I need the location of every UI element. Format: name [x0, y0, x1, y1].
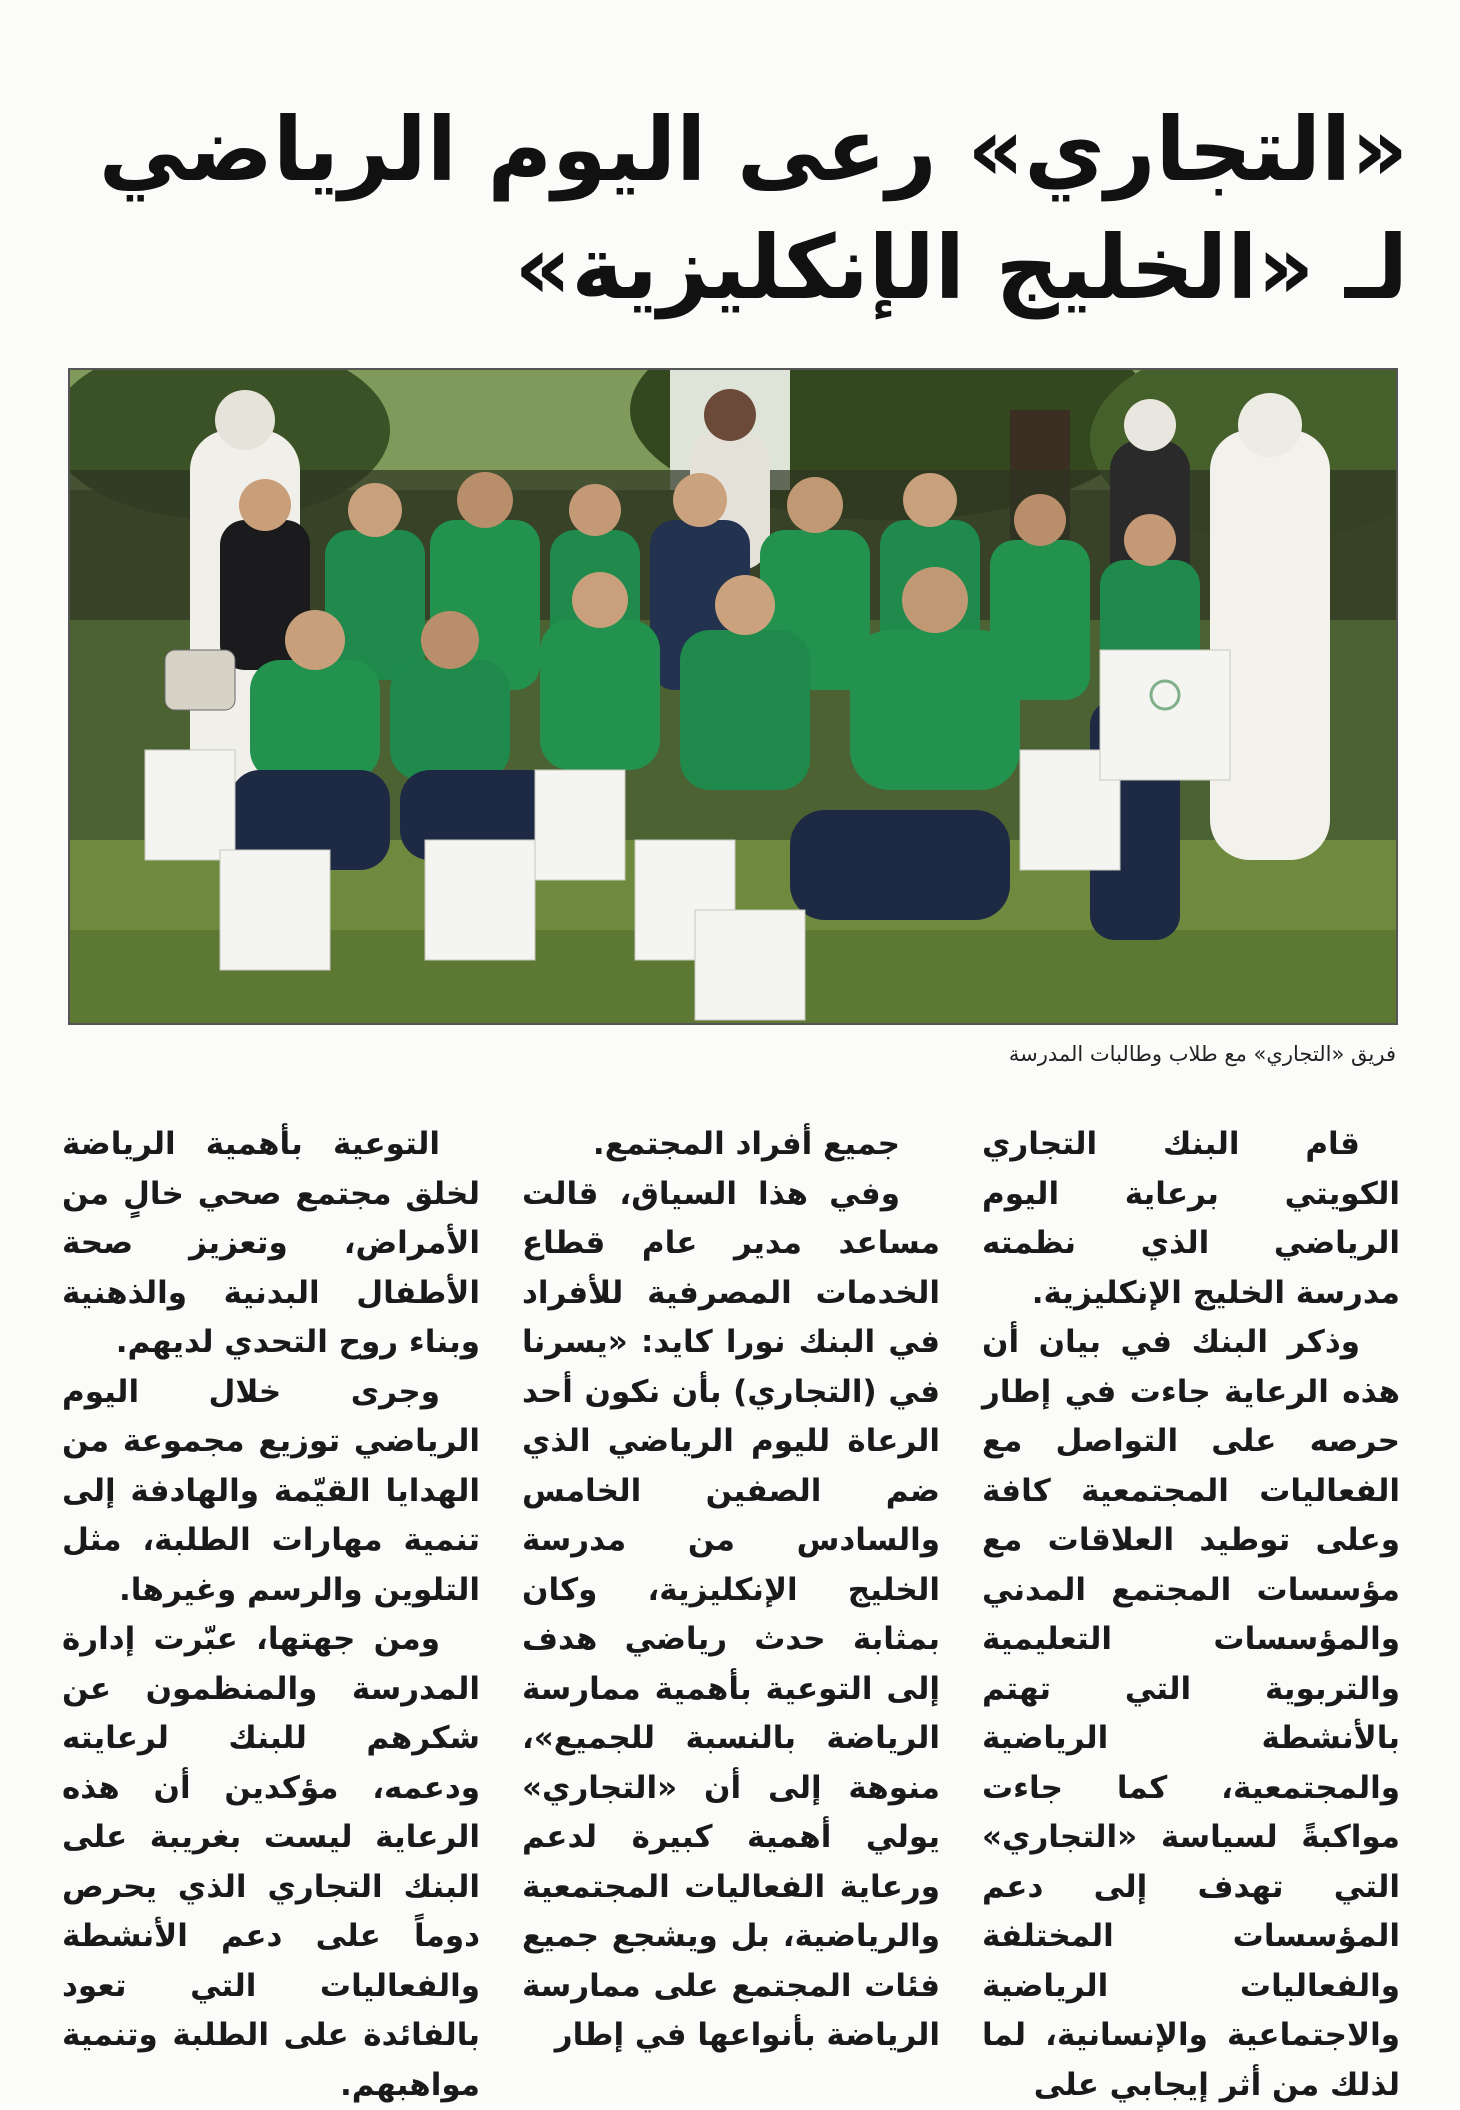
- headline-line-1: «التجاري» رعى اليوم الرياضي: [98, 98, 1408, 202]
- headline-line-2: لـ «الخليج الإنكليزية»: [514, 216, 1408, 320]
- photo-caption: فريق «التجاري» مع طلاب وطالبات المدرسة: [1008, 1042, 1396, 1066]
- column-1-paragraph-1: قام البنك التجاري الكويتي برعاية اليوم الرياضي الذي نظمته مدرسة الخليج الإنكليزية.: [982, 1126, 1400, 1311]
- column-2-paragraph-2: وفي هذا السياق، قالت مساعد مدير عام قطاع الخدمات المصرفية للأفراد في البنك نورا كايد: «يسرنا في (التجاري) بأن نكون أحد الرعاة لليوم الرياضي الذي ضم الصفين الخامس والسادس من مدرسة الخليج الإنكليزية، وكان بمثابة حدث رياضي هدف إلى التوعية بأهمية ممارسة الرياضة بالنسبة للجميع»، منوهة إلى أن «التجاري» يولي أهمية كبيرة لدعم ورعاية الفعاليات المجتمعية والرياضية، بل ويشجع جميع فئات المجتمع على ممارسة الرياضة بأنواعها في إطار: [522, 1175, 940, 2053]
- adult-right-robe: [1210, 430, 1330, 860]
- article-column-3: [62, 1120, 480, 2110]
- article-column-1: [982, 1120, 1400, 2110]
- article-headline: [48, 91, 1408, 327]
- adult-right2-head: [1124, 399, 1176, 451]
- adult-left-head: [215, 390, 275, 450]
- group-photo-illustration: [70, 370, 1396, 1023]
- article-photo: [68, 368, 1398, 1025]
- column-2-paragraph-1: جميع أفراد المجتمع.: [592, 1126, 900, 1162]
- column-3-paragraph-3: ومن جهتها، عبّرت إدارة المدرسة والمنظمون عن شكرهم للبنك لرعايته ودعمه، مؤكدين أن هذه الرعاية ليست بغريبة على البنك التجاري الذي يحرص دوماً على دعم الأنشطة والفعاليات التي تعود بالفائدة على الطلبة وتنمية مواهبهم.: [62, 1621, 480, 2103]
- column-1-paragraph-2: وذكر البنك في بيان أن هذه الرعاية جاءت في إطار حرصه على التواصل مع الفعاليات المجتمعية كافة وعلى توطيد العلاقات مع مؤسسات المجتمع المدني والمؤسسات التعليمية والتربوية التي تهتم بالأنشطة الرياضية والمجتمعية، كما جاءت مواكبةً لسياسة «التجاري» التي تهدف إلى دعم المؤسسات المختلفة والفعاليات الرياضية والاجتماعية والإنسانية، لما لذلك من أثر إيجابي على: [982, 1324, 1400, 2103]
- adult-right-head: [1238, 393, 1302, 457]
- column-3-paragraph-2: وجرى خلال اليوم الرياضي توزيع مجموعة من الهدايا القيّمة والهادفة إلى تنمية مهارات الطلبة، مثل التلوين والرسم وغيرها.: [62, 1373, 480, 1608]
- column-3-paragraph-1: التوعية بأهمية الرياضة لخلق مجتمع صحي خالٍ من الأمراض، وتعزيز صحة الأطفال البدنية والذهنية وبناء روح التحدي لديهم.: [62, 1126, 480, 1360]
- article-column-2: [522, 1120, 940, 2061]
- adult-center-head: [704, 389, 756, 441]
- lunch-box: [165, 650, 235, 710]
